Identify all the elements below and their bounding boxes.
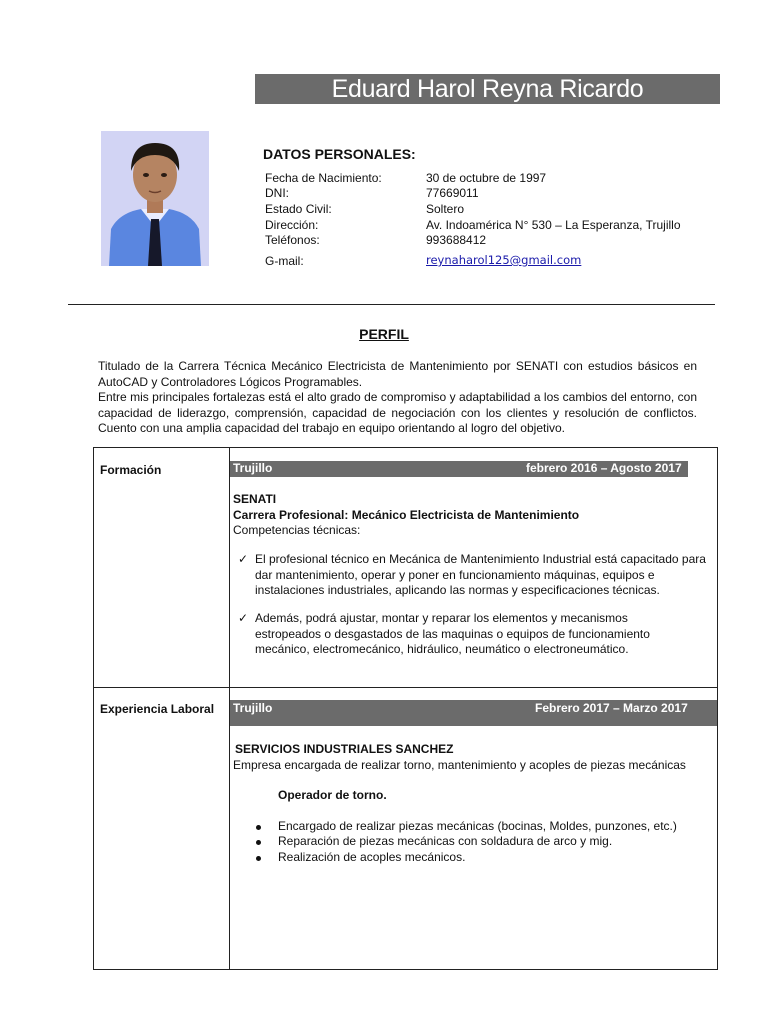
email-link[interactable]: reynaharol125@gmail.com: [426, 253, 582, 267]
experiencia-role: Operador de torno.: [278, 788, 387, 802]
experiencia-item: Reparación de piezas mecánicas con soldadura de arco y mig.: [256, 834, 696, 850]
profile-photo: [101, 131, 209, 266]
bullet-icon: [256, 856, 261, 861]
check-icon: ✓: [238, 552, 249, 566]
formacion-city: Trujillo: [233, 461, 273, 475]
section-divider: [68, 304, 715, 305]
formacion-institution: SENATI: [233, 492, 277, 506]
perfil-paragraph-1: Titulado de la Carrera Técnica Mecánico Electricista de Mantenimiento por SENATI con estudios básicos en AutoCAD y Controladores Lógicos Programables.: [98, 359, 697, 389]
field-label-gmail: G-mail:: [265, 254, 304, 268]
field-value-address: Av. Indoamérica N° 530 – La Esperanza, Trujillo: [426, 218, 681, 232]
formacion-bar: [230, 461, 688, 477]
formacion-competencias: Competencias técnicas:: [233, 523, 361, 537]
experiencia-bar: [230, 700, 717, 726]
field-label-phone: Teléfonos:: [265, 233, 320, 247]
check-icon: ✓: [238, 611, 249, 625]
field-value-dni: 77669011: [426, 186, 479, 200]
field-label-civil: Estado Civil:: [265, 202, 332, 216]
experiencia-label: Experiencia Laboral: [100, 702, 215, 716]
perfil-paragraph-2: Entre mis principales fortalezas está el alto grado de compromiso y adaptabilidad a los cambios del entorno, con capacidad de liderazgo, comprensión, capacidad de negociación con los clientes y resolución de conflictos. Cuento con una amplia capacidad del trabajo en equipo orientando al logro del objetivo.: [98, 390, 697, 435]
cv-table: [93, 447, 718, 970]
field-value-civil: Soltero: [426, 202, 465, 216]
field-label-birth: Fecha de Nacimiento:: [265, 171, 382, 185]
perfil-title: PERFIL: [359, 326, 409, 342]
experiencia-city: Trujillo: [233, 701, 273, 715]
formacion-label: Formación: [100, 463, 162, 477]
formacion-item: ✓ El profesional técnico en Mecánica de Mantenimiento Industrial está capacitado para dar mantenimiento, operar y poner en funcionamiento máquinas, equipos e instalaciones industriales, aplicando las normas y especificaciones técnicas.: [238, 552, 706, 597]
formacion-career: Carrera Profesional: Mecánico Electricista de Mantenimiento: [233, 508, 580, 522]
formacion-item: ✓ Además, podrá ajustar, montar y reparar los elementos y mecanismos estropeados o desgastados de las maquinas o equipos de funcionamiento mecánico, electromecánico, hidráulico, neumático o electroneumático.: [238, 611, 650, 656]
experiencia-company: SERVICIOS INDUSTRIALES SANCHEZ: [235, 742, 454, 756]
experiencia-description: Empresa encargada de realizar torno, mantenimiento y acoples de piezas mecánicas: [233, 758, 686, 772]
bullet-icon: [256, 840, 261, 845]
table-row-divider: [94, 687, 717, 688]
bullet-icon: [256, 825, 261, 830]
field-value-gmail: [426, 253, 581, 267]
field-label-address: Dirección:: [265, 218, 319, 232]
experiencia-item: Realización de acoples mecánicos.: [256, 850, 696, 866]
field-label-dni: DNI:: [265, 186, 289, 200]
experiencia-dates: Febrero 2017 – Marzo 2017: [535, 701, 688, 715]
field-value-birth: 30 de octubre de 1997: [426, 171, 547, 185]
experiencia-item: Encargado de realizar piezas mecánicas (bocinas, Moldes, punzones, etc.): [256, 819, 696, 835]
field-value-phone: 993688412: [426, 233, 487, 247]
name-header: Eduard Harol Reyna Ricardo: [255, 74, 720, 104]
perfil-text: [98, 359, 697, 437]
formacion-dates: febrero 2016 – Agosto 2017: [526, 461, 682, 475]
datos-personales-title: DATOS PERSONALES:: [263, 146, 416, 162]
